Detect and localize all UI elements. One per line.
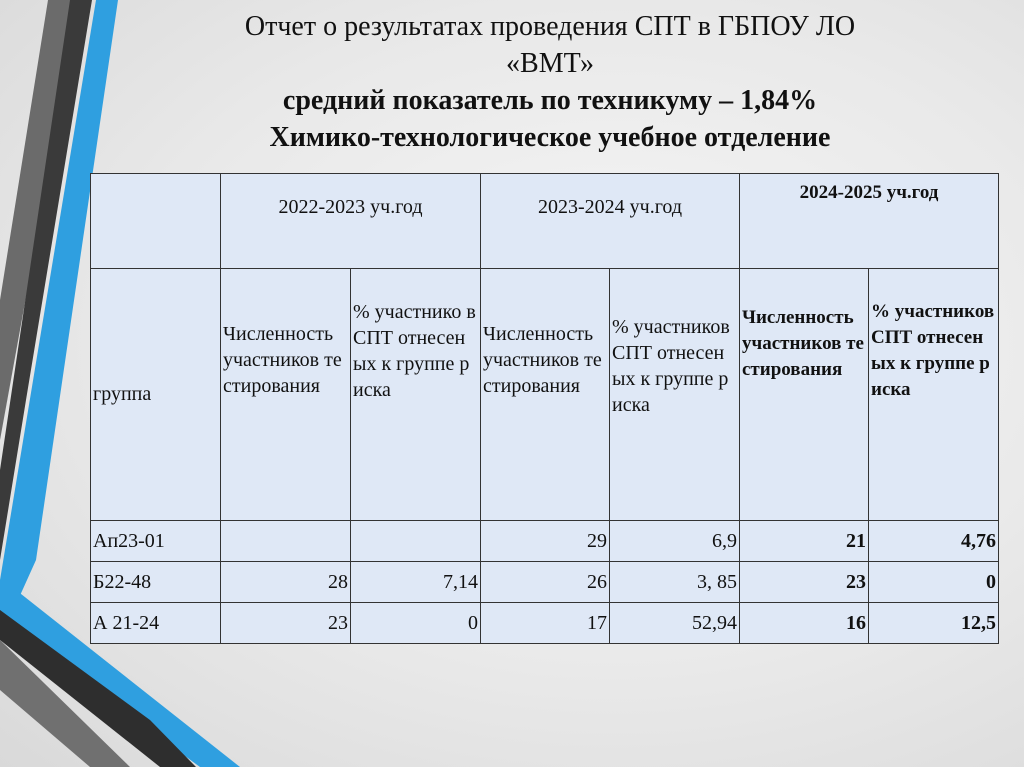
results-table bbox=[90, 173, 999, 644]
row-count-2022 bbox=[221, 521, 351, 562]
header-pct-2024: % участников СПТ отнесеных к группе риска bbox=[869, 269, 999, 521]
row-count-2022: 28 bbox=[221, 562, 351, 603]
row-group: Ап23-01 bbox=[91, 521, 221, 562]
header-year-2023: 2023-2024 уч.год bbox=[481, 174, 740, 269]
row-pct-2022: 7,14 bbox=[351, 562, 481, 603]
header-count-2024: Численность участников тестирования bbox=[740, 269, 869, 521]
title-line-2: «ВМТ» bbox=[506, 48, 594, 79]
header-empty-cell bbox=[91, 174, 221, 269]
row-pct-2024: 4,76 bbox=[869, 521, 999, 562]
header-pct-2022: % участнико в СПТ отнесеных к группе риска bbox=[351, 269, 481, 521]
row-count-2023: 17 bbox=[481, 603, 610, 644]
row-count-2024: 21 bbox=[740, 521, 869, 562]
row-group: А 21-24 bbox=[91, 603, 221, 644]
row-count-2024: 23 bbox=[740, 562, 869, 603]
row-pct-2022: 0 bbox=[351, 603, 481, 644]
table-row bbox=[91, 521, 999, 562]
slide-title bbox=[150, 8, 950, 156]
row-pct-2023: 52,94 bbox=[610, 603, 740, 644]
row-pct-2023: 6,9 bbox=[610, 521, 740, 562]
header-count-2022: Численность участников тестирования bbox=[221, 269, 351, 521]
row-pct-2023: 3, 85 bbox=[610, 562, 740, 603]
header-count-2023: Численность участников тестирования bbox=[481, 269, 610, 521]
row-count-2022: 23 bbox=[221, 603, 351, 644]
row-count-2023: 29 bbox=[481, 521, 610, 562]
table-row bbox=[91, 603, 999, 644]
row-group: Б22-48 bbox=[91, 562, 221, 603]
header-row-columns bbox=[91, 269, 999, 521]
title-line-1: Отчет о результатах проведения СПТ в ГБПОУ ЛО bbox=[244, 11, 856, 42]
row-pct-2022 bbox=[351, 521, 481, 562]
title-department: Химико-технологическое учебное отделение bbox=[269, 122, 831, 153]
table-row bbox=[91, 562, 999, 603]
header-year-2024: 2024-2025 уч.год bbox=[740, 174, 999, 269]
header-row-years bbox=[91, 174, 999, 269]
row-pct-2024: 12,5 bbox=[869, 603, 999, 644]
row-count-2024: 16 bbox=[740, 603, 869, 644]
header-pct-2023: % участников СПТ отнесеных к группе риска bbox=[610, 269, 740, 521]
title-average: средний показатель по техникуму – 1,84% bbox=[282, 85, 818, 116]
row-pct-2024: 0 bbox=[869, 562, 999, 603]
row-count-2023: 26 bbox=[481, 562, 610, 603]
header-group: группа bbox=[91, 269, 221, 521]
header-year-2022: 2022-2023 уч.год bbox=[221, 174, 481, 269]
